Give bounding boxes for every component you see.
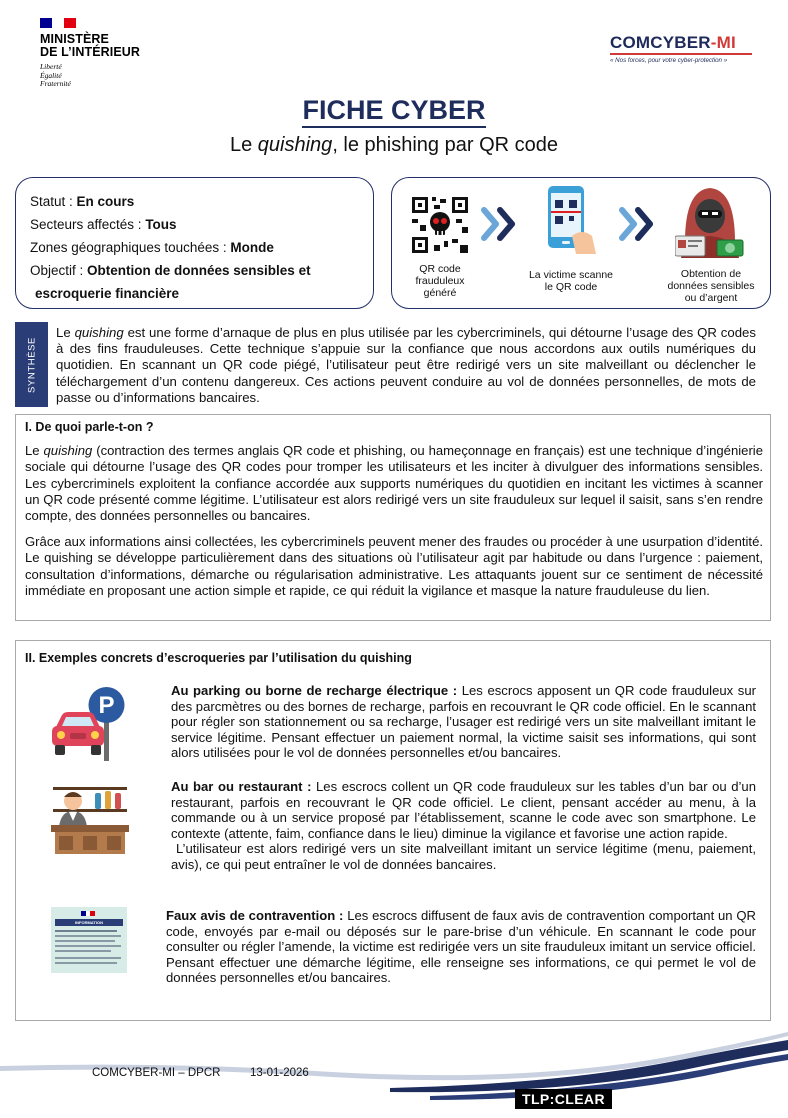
notice-line [55, 935, 121, 937]
flow-step3-line3: ou d’argent [684, 292, 738, 304]
objective-line-2 [30, 282, 359, 305]
sectors-line [30, 213, 359, 236]
flow-step1-caption [406, 263, 474, 299]
example-bar-paragraph1 [171, 779, 756, 841]
status-box [15, 177, 374, 309]
logo-slogan: « Nos forces, pour votre cyber-protection » [610, 57, 728, 64]
flow-step1-line3: généré [423, 287, 457, 299]
notice-line [55, 957, 121, 959]
example-parking-text: Les escrocs apposent un QR code frauduleux sur des parcmètres ou des bornes de recharge, parfois en recouvrant le QR code officiel. En le scannant pour régler son stationnement ou sa recharge, l’usager est redirigé vers un site malveillant imitant le service légitime. Pensant effectuer un paiement normal, la victime saisit ses informations, qui sont alors utilisées pour le vol de données personnelles et/ou bancaires. [171, 683, 756, 761]
chevron-right-icon [480, 206, 520, 242]
page-subtitle [0, 134, 788, 157]
zones-line [30, 236, 359, 259]
notice-line [55, 945, 121, 947]
bar-restaurant-icon [49, 781, 131, 857]
ministry-logo [40, 18, 150, 89]
example-fine-text: Les escrocs diffusent de faux avis de contravention comportant un QR code, envoyés par e-mail ou déposés sur le pare-brise d’un véhicule. En scannant le code pour consulter ou régler l’amende, la victime est redirigée vers un site frauduleux imitant un service officiel. Pensant effectuer une démarche légitime, elle renseigne ses informations, ce qui permet le vol de données personnelles et/ou bancaires. [166, 908, 757, 986]
notice-flag-icon [81, 911, 95, 916]
objective-line [30, 259, 359, 282]
section1-p1-body: (contraction des termes anglais QR code et phishing, ou hameçonnage en français) est une technique d’ingénierie sociale qui détourne l’usage des QR codes pour tromper les utilisateurs et les inciter à divulguer des informations sensibles. Les cybercriminels exploitent la confiance accordée aux supports numériques du quotidien en incitant les victimes à scanner un QR code présenté comme légitime. L’utilisateur est alors redirigé vers un site frauduleux sur lequel il saisit, sans s’en rendre compte, des données personnelles ou bancaires. [25, 443, 763, 524]
flow-step2-line2: le QR code [544, 281, 598, 293]
zones-value: Monde [230, 240, 274, 255]
section1-p1-italic: quishing [43, 443, 93, 458]
motto-egalite: Égalité [40, 70, 62, 80]
synthese-text [56, 325, 756, 406]
section1-p1-prefix: Le [25, 443, 44, 458]
example-bar-paragraph2: L’utilisateur est alors redirigé vers un site malveillant imitant un service légitime (menu, paiement, avis), ce qui peut entraîner le vol de données bancaires. [171, 841, 756, 872]
hacker-money-icon [675, 182, 745, 262]
phone-scan-icon [542, 184, 598, 256]
synthese-prefix: Le [56, 325, 75, 340]
section1-heading: I. De quoi parle-t-on ? [25, 420, 154, 434]
subtitle-prefix: Le [229, 134, 258, 156]
notice-line [55, 930, 117, 932]
synthese-tab [15, 322, 48, 407]
tlp-label: TLP:CLEAR [515, 1089, 612, 1109]
fake-fine-notice-thumbnail [51, 907, 127, 973]
flow-step3-line1: Obtention de [680, 268, 742, 280]
motto-fraternite: Fraternité [40, 79, 71, 88]
notice-title: INFORMATION [55, 919, 123, 926]
flow-step3-caption [662, 268, 760, 304]
logo-part-cyber: CYBER [650, 33, 711, 52]
zones-label: Zones géographiques touchées : [30, 240, 231, 255]
sectors-label: Secteurs affectés : [30, 217, 146, 232]
flow-step2-line1: La victime scanne [528, 269, 614, 281]
synthese-body: est une forme d’arnaque de plus en plus utilisée par les cybercriminels, qui détourne l’usage des QR codes à des fins frauduleuses. Cette technique s’appuie sur la confiance que nous accordons aux outils numériques du quotidien. En scannant un QR code piégé, l’utilisateur peut être redirigé vers un site malveillant ou déclencher le téléchargement d’un contenu dangereux. Ces actions peuvent conduire au vol de données personnelles, de mots de passe ou d’informations bancaires. [56, 325, 756, 405]
example-bar-title: Au bar ou restaurant : [171, 779, 312, 794]
subtitle-italic: quishing [257, 134, 333, 156]
logo-underline [610, 53, 752, 55]
status-label: Statut : [30, 194, 77, 209]
flow-step3-line2: données sensibles [667, 280, 755, 292]
comcyber-wordmark [610, 33, 752, 53]
example-fine-title: Faux avis de contravention : [166, 908, 344, 923]
logo-part-mi: -MI [710, 33, 736, 52]
example-parking-title: Au parking ou borne de recharge électrique : [171, 683, 458, 698]
svg-text:P: P [98, 692, 115, 719]
section1-paragraph2: Grâce aux informations ainsi collectées, les cybercriminels peuvent mener des fraudes ou procéder à une usurpation d’identité. Le quishing se développe particulièrement dans des situations où l’utilisateur agit par habitude ou dans l’urgence : paiement, consultation d’informations, démarche ou régularisation administrative. Les attaquants jouent sur ce sentiment de nécessité immédiate en proposant une action simple et rapide, ce qui réduit la vigilance et masque la nature frauduleuse du lien. [25, 534, 763, 598]
example-parking [171, 683, 756, 761]
page-title [0, 95, 788, 126]
example-fine [166, 908, 756, 986]
motto-liberte: Liberté [40, 62, 62, 71]
malicious-qr-code-icon [410, 195, 470, 255]
sectors-value: Tous [145, 217, 177, 232]
chevron-right-icon-2 [618, 206, 658, 242]
french-flag-icon [40, 18, 76, 28]
example-bar-text: Les escrocs collent un QR code frauduleux sur les tables d’un bar ou d’un restaurant, parfois en recouvrant le QR code officiel. Le client, pensant accéder au menu, à la commande ou à un service proposé par l’établissement, scanne le code avec son smartphone. Le contexte (attente, faim, confiance dans le lieu) diminue la vigilance et favorise une action rapide. [171, 779, 756, 841]
section2-heading: II. Exemples concrets d’escroqueries par l’utilisation du quishing [25, 651, 412, 665]
status-line [30, 190, 359, 213]
notice-line [55, 962, 117, 964]
notice-line [55, 940, 115, 942]
ministry-name-line2: DE L’INTÉRIEUR [40, 45, 141, 59]
logo-part-com: COM [610, 33, 651, 52]
section1-paragraph1 [25, 443, 763, 524]
attack-flow-box [391, 177, 771, 309]
ministry-name-line1: MINISTÈRE [40, 32, 109, 46]
flow-step1-line1: QR code [419, 263, 461, 275]
subtitle-suffix: , le phishing par QR code [332, 134, 558, 156]
parking-car-icon [48, 685, 134, 763]
flow-step2-caption [519, 269, 623, 293]
objective-label: Objectif : [30, 263, 88, 278]
footer-organisation: COMCYBER-MI – DPCR [92, 1067, 221, 1079]
section-definition [15, 414, 771, 621]
synthese-tab-label: SYNTHÈSE [26, 336, 37, 393]
synthese-italic: quishing [74, 325, 124, 340]
section-examples [15, 640, 771, 1021]
example-bar [171, 779, 756, 873]
republic-motto [40, 63, 150, 89]
footer-date: 13-01-2026 [250, 1067, 309, 1079]
objective-value-1: Obtention de données sensibles et [87, 263, 311, 278]
page-title-text: FICHE CYBER [302, 95, 485, 128]
comcyber-logo [610, 33, 752, 64]
status-value: En cours [76, 194, 135, 209]
objective-value-2: escroquerie financière [35, 286, 180, 301]
notice-line [55, 950, 111, 952]
flow-step1-line2: frauduleux [415, 275, 465, 287]
